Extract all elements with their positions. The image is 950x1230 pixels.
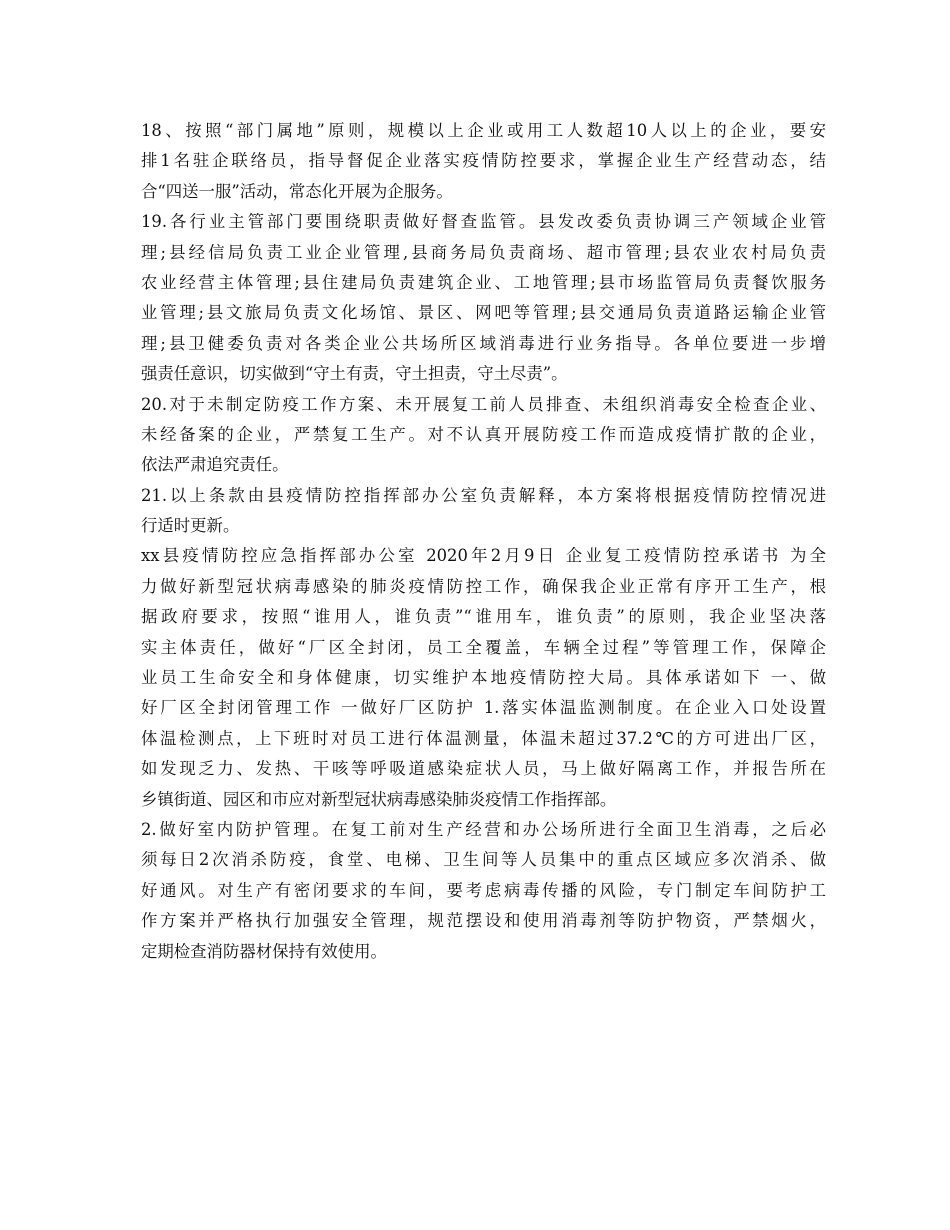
document-body <box>141 116 826 967</box>
text-line: 合“四送一服”活动，常态化开展为企服务。 <box>141 181 453 201</box>
text-line: 好厂区全封闭管理工作 一做好厂区防护 1.落实体温监测制度。在企业入口处设置 <box>141 698 826 718</box>
text-line: 业管理;县文旅局负责文化场馆、景区、网吧等管理;县交通局负责道路运输企业管 <box>141 303 826 323</box>
text-line: 好通风。对生产有密闭要求的车间，要考虑病毒传播的风险，专门制定车间防护工 <box>141 880 826 900</box>
text-line: 2.做好室内防护管理。在复工前对生产经营和办公场所进行全面卫生消毒，之后必 <box>141 819 826 839</box>
text-line: 业员工生命安全和身体健康，切实维护本地疫情防控大局。具体承诺如下 一、做 <box>141 668 826 688</box>
text-line: 依法严肃追究责任。 <box>141 455 289 475</box>
text-line: 体温检测点，上下班时对员工进行体温测量，体温未超过37.2℃的方可进出厂区， <box>141 728 826 748</box>
text-line: 排1名驻企联络员，指导督促企业落实疫情防控要求，掌握企业生产经营动态，结 <box>141 151 826 171</box>
text-line: 理;县经信局负责工业企业管理,县商务局负责商场、超市管理;县农业农村局负责 <box>141 242 826 262</box>
text-line: 21.以上条款由县疫情防控指挥部办公室负责解释，本方案将根据疫情防控情况进 <box>141 485 826 505</box>
text-line: 力做好新型冠状病毒感染的肺炎疫情防控工作，确保我企业正常有序开工生产，根 <box>141 576 826 596</box>
text-line: 须每日2次消杀防疫，食堂、电梯、卫生间等人员集中的重点区域应多次消杀、做 <box>141 850 826 870</box>
text-line: 行适时更新。 <box>141 516 240 536</box>
text-line: 据政府要求，按照“谁用人，谁负责”“谁用车，谁负责”的原则，我企业坚决落 <box>141 607 826 627</box>
text-line: 18、按照“部门属地”原则，规模以上企业或用工人数超10人以上的企业，要安 <box>141 121 826 140</box>
text-line: 20.对于未制定防疫工作方案、未开展复工前人员排查、未组织消毒安全检查企业、 <box>141 394 826 414</box>
text-line: 理;县卫健委负责对各类企业公共场所区域消毒进行业务指导。各单位要进一步增 <box>141 333 826 353</box>
text-line: 未经备案的企业，严禁复工生产。对不认真开展防疫工作而造成疫情扩散的企业， <box>141 424 826 444</box>
text-line: 强责任意识，切实做到“守土有责，守土担责，守土尽责”。 <box>141 364 568 384</box>
text-line: 如发现乏力、发热、干咳等呼吸道感染症状人员，马上做好隔离工作，并报告所在 <box>141 759 826 779</box>
text-line: 实主体责任，做好“厂区全封闭，员工全覆盖，车辆全过程”等管理工作，保障企 <box>141 637 826 657</box>
text-line: 乡镇街道、园区和市应对新型冠状病毒感染肺炎疫情工作指挥部。 <box>141 789 617 809</box>
text-line: 农业经营主体管理;县住建局负责建筑企业、工地管理;县市场监管局负责餐饮服务 <box>141 272 826 292</box>
text-line: 19.各行业主管部门要围绕职责做好督查监管。县发改委负责协调三产领域企业管 <box>141 212 826 232</box>
text-line: 定期检查消防器材保持有效使用。 <box>141 941 387 961</box>
text-line: 作方案并严格执行加强安全管理，规范摆设和使用消毒剂等防护物资，严禁烟火， <box>141 911 826 931</box>
text-line: xx县疫情防控应急指挥部办公室 2020年2月9日 企业复工疫情防控承诺书 为全 <box>141 546 826 566</box>
